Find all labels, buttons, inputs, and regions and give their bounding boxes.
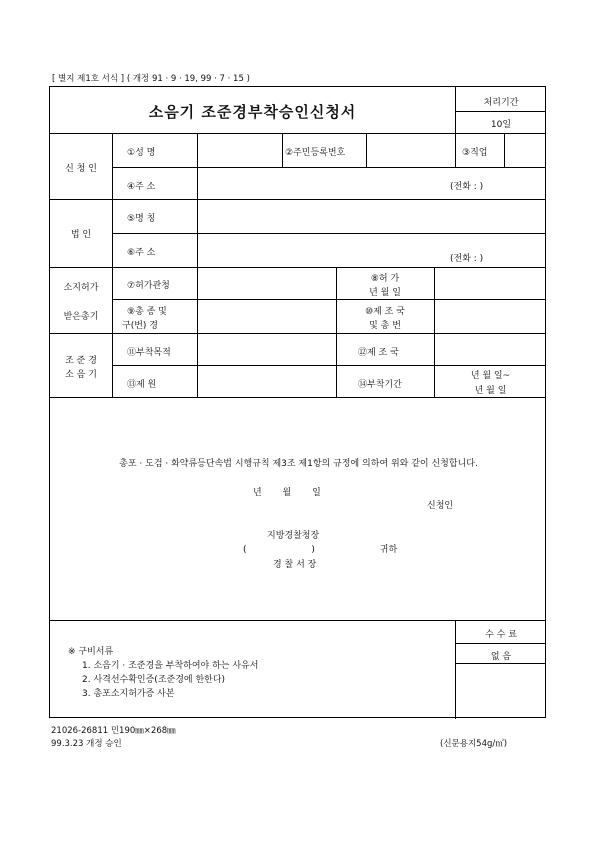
fee-value: 없 음 <box>490 652 512 662</box>
corporation-phone-label: (전화 : ) <box>450 254 484 264</box>
applicant-address-label: ④주 소 <box>127 182 156 192</box>
section-device-line2: 소 음 기 <box>65 370 97 380</box>
corporation-address-label: ⑥주 소 <box>127 248 156 258</box>
date-line: 년 월 일 <box>253 488 321 498</box>
recipient-line1: 지방경찰청장 <box>267 531 320 541</box>
footer-paper-spec: (신문용지54g/㎡) <box>440 739 508 749</box>
device-spec-label: ⑬제 원 <box>127 380 157 390</box>
section-permit-line2: 받은총기 <box>63 312 99 322</box>
permit-office-label: ⑦허가관청 <box>127 281 170 291</box>
corporation-name-label: ⑤명 칭 <box>127 214 156 224</box>
required-doc-item: 1. 소음기 · 조준경을 부착하여야 하는 사유서 <box>82 661 259 671</box>
permit-country-label-line2: 및 총 번 <box>369 321 401 331</box>
required-docs-title: ※ 구비서류 <box>68 647 114 657</box>
section-corporation: 법 인 <box>70 230 92 240</box>
section-permit-line1: 소지허가 <box>63 283 99 293</box>
application-statement: 총포 · 도검 · 화약류등단속법 시행규칙 제3조 제1항의 규정에 의하여 위와 같이 신청합니다. <box>119 459 478 469</box>
application-form <box>49 86 546 718</box>
permit-date-label-line1: ⑧허 가 <box>370 274 400 284</box>
recipient-line3: 경 찰 서 장 <box>273 560 317 570</box>
applicant-name-label: ①성 명 <box>127 148 156 158</box>
applicant-job-label: ③직업 <box>462 148 488 158</box>
permit-type-label-line2: 구(번) 경 <box>122 321 158 331</box>
fee-label: 수 수 료 <box>485 630 517 640</box>
permit-country-label-line1: ⑩제 조 국 <box>365 307 405 317</box>
form-title: 소음기 조준경부착승인신청서 <box>148 103 357 121</box>
applicant-rrn-label: ②주민등록번호 <box>285 148 346 158</box>
permit-date-label-line2: 년 월 일 <box>369 288 401 298</box>
device-purpose-label: ⑪부착목적 <box>127 348 171 358</box>
footer-form-code: 21026-26811 민190㎜×268㎜ <box>51 726 176 736</box>
required-doc-item: 3. 총포소지허가증 사본 <box>82 689 175 699</box>
recipient-line2: ( ) 귀하 <box>243 545 398 555</box>
device-period-line2: 년 월 일 <box>474 386 507 396</box>
device-country-label: ⑫제 조 국 <box>358 348 399 358</box>
required-doc-item: 2. 사격선수확인증(조준경에 한한다) <box>82 675 226 685</box>
processing-period-value: 10일 <box>490 120 512 130</box>
section-device-line1: 조 준 경 <box>65 356 97 366</box>
device-period-label: ⑭부착기간 <box>358 380 402 390</box>
signer-label: 신청인 <box>427 501 454 511</box>
device-period-line1: 년 월 일~ <box>470 371 511 381</box>
form-header-note: [ 별지 제1호 서식 ] ( 개정 91 · 9 · 19, 99 · 7 · 15 ) <box>52 74 250 84</box>
processing-period-label: 처리기간 <box>483 98 519 108</box>
section-applicant: 신 청 인 <box>65 164 97 174</box>
applicant-phone-label: (전화 : ) <box>450 182 484 192</box>
footer-approval: 99.3.23 개정 승인 <box>51 739 122 749</box>
permit-type-label-line1: ⑨총 종 및 <box>127 307 167 317</box>
